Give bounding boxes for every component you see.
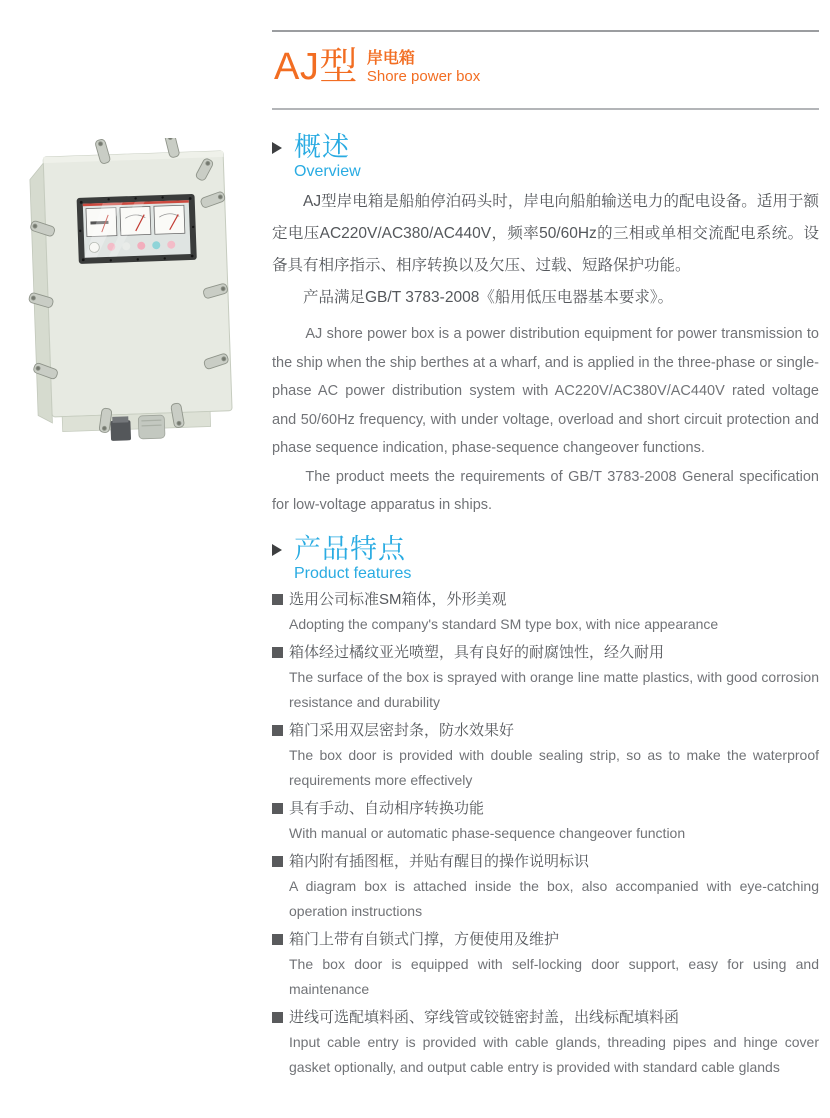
overview-heading-cn: 概述 [294, 132, 350, 162]
product-name-cn: 岸电箱 [366, 50, 415, 67]
bullet-square-icon [272, 647, 283, 658]
product-title-block [272, 32, 819, 108]
product-photo [14, 138, 256, 453]
feature-desc-en: The box door is equipped with self-locking door support, easy for using and maintenance [289, 955, 819, 997]
feature-title-cn [272, 643, 819, 663]
features-heading [272, 534, 819, 584]
section-marker-icon [272, 544, 282, 556]
features-list [272, 590, 819, 1080]
feature-desc-en: The box door is provided with double sealing strip, so as to make the waterproof requirements more effectively [289, 746, 819, 788]
cabinet-body [43, 151, 232, 417]
feature-title-text: 进线可选配填料函、穿线管或铰链密封盖，出线标配填料函 [289, 1008, 680, 1026]
feature-item [272, 643, 819, 715]
feature-title-text: 箱门采用双层密封条，防水效果好 [289, 721, 515, 739]
bullet-square-icon [272, 1012, 283, 1023]
bullet-square-icon [272, 725, 283, 736]
feature-desc-en: The surface of the box is sprayed with orange line matte plastics, with good corrosion resistance and durability [289, 668, 819, 710]
feature-item [272, 852, 819, 924]
product-name-en: Shore power box [366, 68, 481, 85]
feature-title-text: 箱门上带有自锁式门撑，方便使用及维护 [289, 930, 560, 948]
overview-heading-en: Overview [294, 163, 361, 180]
feature-desc-en: With manual or automatic phase-sequence changeover function [289, 824, 686, 841]
features-section [272, 534, 819, 1080]
overview-heading [272, 132, 819, 182]
feature-item [272, 930, 819, 1002]
content-column [272, 0, 819, 1080]
feature-title-cn [272, 721, 819, 741]
feature-desc-en: A diagram box is attached inside the box, also accompanied with eye-catching operation instructions [289, 877, 819, 919]
feature-title-cn [272, 930, 819, 950]
overview-paragraph-cn-2: 产品满足GB/T 3783-2008《船用低压电器基本要求》。 [303, 289, 674, 306]
feature-title-cn [272, 590, 819, 610]
meter-window [77, 194, 197, 264]
bullet-square-icon [272, 803, 283, 814]
feature-item [272, 799, 819, 846]
overview-section [272, 132, 819, 520]
cable-gland-dark [110, 420, 131, 441]
overview-paragraph-en-2: The product meets the requirements of GB/T 3783-2008 General specification for low-voltage apparatus in ships. [272, 468, 819, 513]
overview-paragraph-cn-1: AJ型岸电箱是船舶停泊码头时，岸电向船舶输送电力的配电设备。适用于额定电压AC220V/AC380/AC440V，频率50/60Hz的三相或单相交流配电系统。设备具有相序指示、相序转换以及欠压、过载、短路保护功能。 [272, 193, 819, 274]
analog-meter-3 [154, 205, 185, 234]
feature-title-text: 箱体经过橘纹亚光喷塑，具有良好的耐腐蚀性，经久耐用 [289, 643, 665, 661]
bullet-square-icon [272, 934, 283, 945]
bullet-square-icon [272, 856, 283, 867]
feature-item [272, 590, 819, 637]
feature-desc-en: Adopting the company's standard SM type box, with nice appearance [289, 615, 719, 632]
header-bottom-rule [272, 108, 819, 110]
feature-desc-en: Input cable entry is provided with cable glands, threading pipes and hinge cover gasket optionally, and output cable entry is provided with standard cable glands [289, 1033, 819, 1075]
bullet-square-icon [272, 594, 283, 605]
product-name-stack [367, 50, 480, 86]
feature-item [272, 1008, 819, 1080]
feature-title-cn [272, 852, 819, 872]
feature-item [272, 721, 819, 793]
feature-title-text: 具有手动、自动相序转换功能 [289, 799, 485, 817]
product-model: AJ型 [274, 46, 358, 88]
feature-title-cn [272, 799, 819, 819]
features-heading-en: Product features [294, 564, 412, 582]
feature-title-text: 选用公司标准SM箱体，外形美观 [289, 590, 507, 608]
section-marker-icon [272, 142, 282, 154]
features-heading-cn: 产品特点 [294, 533, 406, 564]
feature-title-cn [272, 1008, 819, 1028]
feature-title-text: 箱内附有插图框，并贴有醒目的操作说明标识 [289, 852, 590, 870]
cable-gland-light [138, 415, 165, 439]
cable-gland-dark-cap [112, 416, 128, 423]
overview-paragraph-en-1: AJ shore power box is a power distribution equipment for power transmission to the ship when the ship berthes at a wharf, and is applied in the three-phase or single-phase AC power distribution system with AC220V/AC380V/AC440V rated voltage and 50/60Hz frequency, with under voltage, overload and short circuit protection and phase sequence indication, phase-sequence changeover functions. [272, 326, 819, 456]
